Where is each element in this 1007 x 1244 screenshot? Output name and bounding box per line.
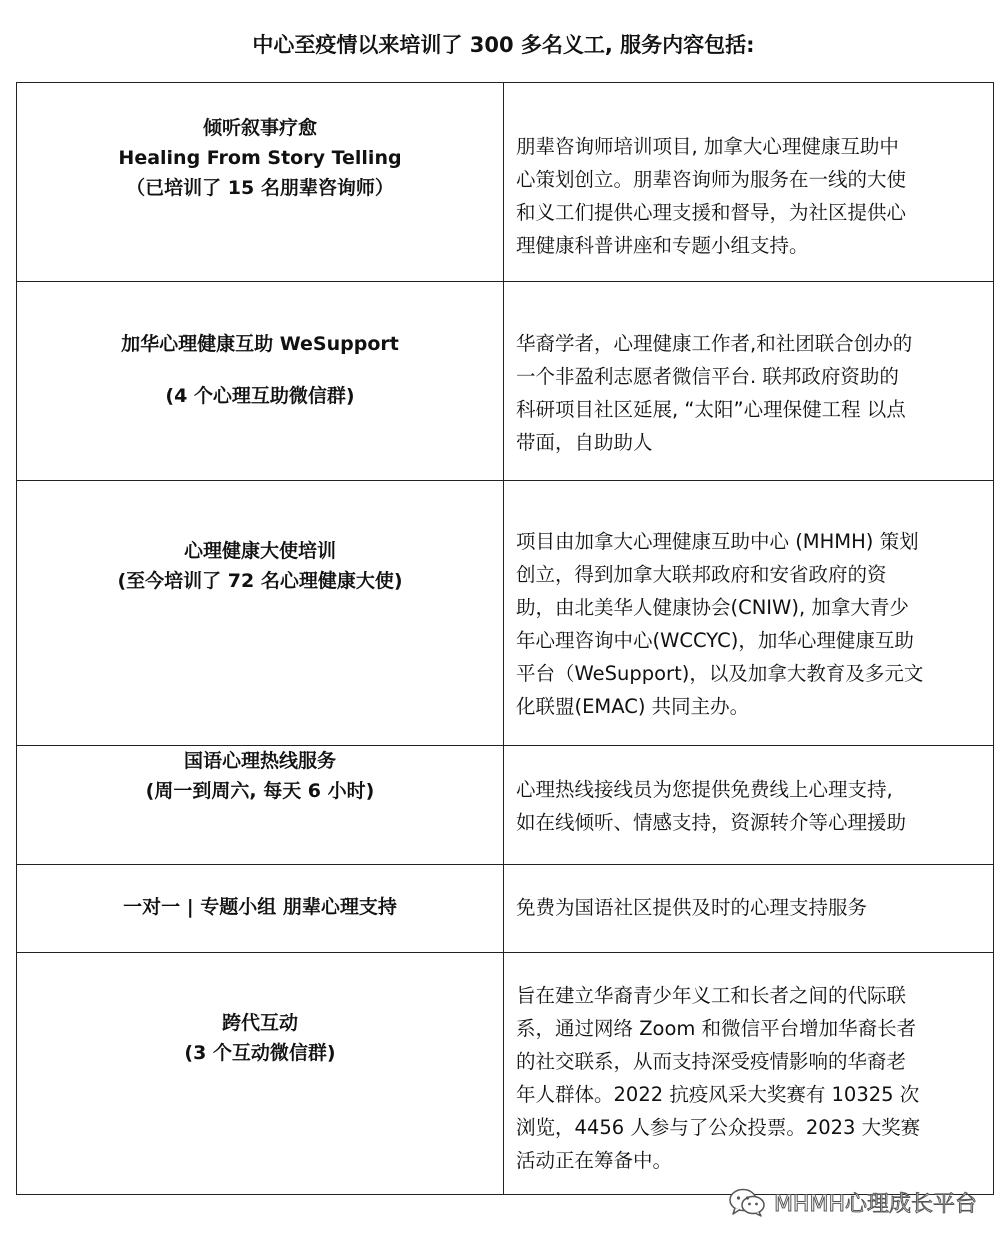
service-name-line: 加华心理健康互助 WeSupport bbox=[121, 333, 399, 355]
service-name-line: 倾听叙事疗愈 bbox=[202, 117, 317, 139]
service-description-line: 朋辈咨询师培训项目, 加拿大心理健康互助中 bbox=[516, 135, 899, 158]
service-description-line: 项目由加拿大心理健康互助中心 (MHMH) 策划 bbox=[516, 530, 919, 553]
service-name-line: （已培训了 15 名朋辈咨询师） bbox=[126, 177, 394, 199]
service-description-line: 免费为国语社区提供及时的心理支持服务 bbox=[516, 896, 868, 919]
service-description-cell bbox=[504, 481, 994, 746]
service-description-line: 平台（WeSupport)，以及加拿大教育及多元文 bbox=[516, 662, 924, 685]
service-description-line: 如在线倾听、情感支持，资源转介等心理援助 bbox=[516, 811, 907, 834]
service-description-cell bbox=[504, 282, 994, 481]
service-description-line: 科研项目社区延展, “太阳”心理保健工程 以点 bbox=[516, 398, 906, 421]
service-description-line: 活动正在筹备中。 bbox=[516, 1149, 673, 1172]
service-name-cell bbox=[17, 282, 504, 481]
service-description-line: 带面，自助助人 bbox=[516, 431, 653, 454]
service-name-line: (周一到周六, 每天 6 小时) bbox=[145, 780, 375, 802]
service-description-line: 和义工们提供心理支援和督导，为社区提供心 bbox=[516, 201, 907, 224]
services-table bbox=[16, 82, 994, 1195]
service-description-line: 助，由北美华人健康协会(CNIW), 加拿大青少 bbox=[516, 596, 909, 619]
service-description-cell bbox=[504, 83, 994, 282]
service-description-line: 浏览，4456 人参与了公众投票。2023 大奖赛 bbox=[516, 1116, 921, 1139]
service-name-line: (4 个心理互助微信群) bbox=[165, 385, 355, 407]
watermark bbox=[728, 1184, 977, 1220]
service-description-line: 年心理咨询中心(WCCYC)，加华心理健康互助 bbox=[516, 629, 914, 652]
service-name-cell bbox=[17, 953, 504, 1195]
service-name-cell bbox=[17, 865, 504, 953]
service-description-line: 旨在建立华裔青少年义工和长者之间的代际联 bbox=[516, 984, 907, 1007]
service-description-cell bbox=[504, 953, 994, 1195]
service-name-line: 跨代互动 bbox=[221, 1012, 298, 1034]
page-title: 中心至疫情以来培训了 300 多名义工, 服务内容包括: bbox=[252, 33, 755, 57]
service-name-line: Healing From Story Telling bbox=[118, 147, 402, 169]
service-name-line: 国语心理热线服务 bbox=[183, 750, 336, 772]
table-row bbox=[17, 83, 994, 282]
service-description-line: 年人群体。2022 抗疫风采大奖赛有 10325 次 bbox=[516, 1083, 920, 1106]
service-name-cell bbox=[17, 746, 504, 865]
table-row bbox=[17, 865, 994, 953]
service-name-line: 心理健康大使培训 bbox=[183, 540, 336, 562]
service-name-cell bbox=[17, 481, 504, 746]
service-description-line: 心策划创立。朋辈咨询师为服务在一线的大使 bbox=[516, 168, 907, 191]
service-description-cell bbox=[504, 746, 994, 865]
service-description-line: 理健康科普讲座和专题小组支持。 bbox=[516, 234, 809, 257]
service-description-cell bbox=[504, 865, 994, 953]
table-row bbox=[17, 953, 994, 1195]
service-name-line: (3 个互动微信群) bbox=[184, 1042, 336, 1064]
wechat-icon bbox=[728, 1187, 766, 1217]
table-row bbox=[17, 481, 994, 746]
service-name-line: 一对一 | 专题小组 朋辈心理支持 bbox=[123, 896, 397, 918]
service-description-line: 华裔学者，心理健康工作者,和社团联合创办的 bbox=[516, 332, 913, 355]
service-name-cell bbox=[17, 83, 504, 282]
service-description-line: 化联盟(EMAC) 共同主办。 bbox=[516, 695, 750, 718]
service-description-line: 心理热线接线员为您提供免费线上心理支持, bbox=[516, 778, 893, 801]
watermark-text: MHMH心理成长平台 bbox=[773, 1191, 977, 1217]
service-description-line: 创立，得到加拿大联邦政府和安省政府的资 bbox=[516, 563, 887, 586]
service-description-line: 系，通过网络 Zoom 和微信平台增加华裔长者 bbox=[516, 1017, 917, 1040]
service-description-line: 的社交联系，从而支持深受疫情影响的华裔老 bbox=[516, 1050, 907, 1073]
table-row bbox=[17, 282, 994, 481]
service-name-line: (至今培训了 72 名心理健康大使) bbox=[117, 570, 403, 592]
table-row bbox=[17, 746, 994, 865]
service-description-line: 一个非盈利志愿者微信平台. 联邦政府资助的 bbox=[516, 365, 899, 388]
